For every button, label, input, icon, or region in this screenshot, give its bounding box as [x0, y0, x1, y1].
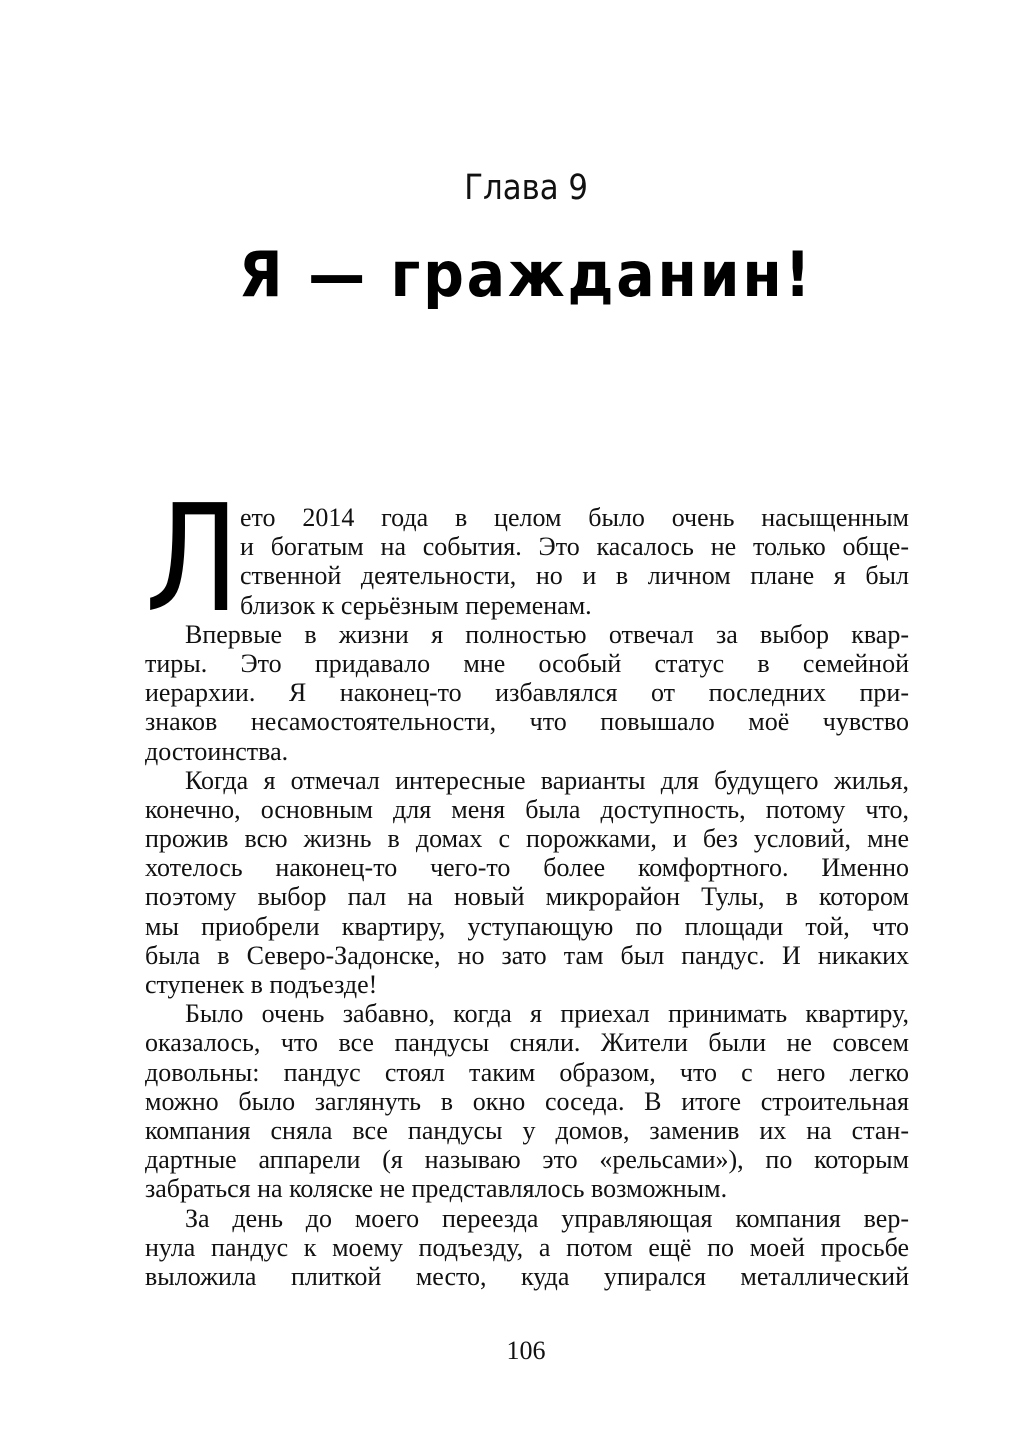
text-line: поэтому выбор пал на новый микрорайон Тулы, в котором: [145, 882, 909, 912]
text-line: нула пандус к моему подъезду, а потом ещё по моей просьбе: [145, 1232, 909, 1262]
text-line: выложила плиткой место, куда упирался металлический: [145, 1261, 909, 1291]
text-line: иерархии. Я наконец-то избавлялся от последних при-: [145, 678, 909, 708]
text-line: тиры. Это придавало мне особый статус в семейной: [145, 648, 909, 678]
text-line: достоинства.: [145, 736, 289, 766]
text-line: За день до моего переезда управляющая компания вер-: [185, 1203, 909, 1233]
text-line: Было очень забавно, когда я приехал принимать квартиру,: [185, 999, 909, 1029]
text-line: Впервые в жизни я полностью отвечал за выбор квар-: [185, 619, 909, 649]
paragraph: [145, 503, 909, 620]
page-number: 106: [506, 1336, 546, 1365]
text-line: ступенек в подъезде!: [145, 970, 378, 999]
text-line: дартные аппарели (я называю это «рельсами»), по которым: [145, 1145, 909, 1175]
text-line: компания сняла все пандусы у домов, заменив их на стан-: [145, 1115, 909, 1145]
paragraph: [145, 1204, 909, 1292]
text-line: можно было заглянуть в окно соседа. В итоге строительная: [145, 1086, 909, 1116]
chapter-label: Глава 9: [464, 168, 588, 208]
text-line: довольны: пандус стоял таким образом, что с него легко: [145, 1057, 909, 1087]
text-line: ственной деятельности, но и в личном плане я был: [240, 561, 909, 591]
text-line: мы приобрели квартиру, уступающую по площади той, что: [145, 911, 909, 941]
chapter-title: Я — гражданин!: [238, 238, 814, 311]
body-text: [145, 473, 909, 1291]
text-line: и богатым на события. Это касалось не только обще-: [240, 532, 909, 562]
text-line: забраться на коляске не представлялось возможным.: [145, 1174, 728, 1204]
text-line: была в Северо-Задонске, но зато там был пандус. И никаких: [145, 940, 909, 970]
text-line: прожив всю жизнь в домах с порожками, и без условий, мне: [145, 824, 909, 854]
paragraph: [145, 766, 909, 1000]
text-line: конечно, основным для меня была доступность, потому что,: [145, 794, 909, 824]
paragraph: [145, 620, 909, 766]
text-line: Когда я отмечал интересные варианты для будущего жилья,: [185, 765, 909, 795]
text-line: хотелось наконец-то чего-то более комфортного. Именно: [145, 853, 909, 883]
paragraph: [145, 999, 909, 1203]
drop-cap: Л: [145, 473, 240, 645]
text-line: ето 2014 года в целом было очень насыщенным: [240, 503, 909, 532]
text-line: близок к серьёзным переменам.: [240, 590, 592, 620]
text-line: знаков несамостоятельности, что повышало моё чувство: [145, 707, 909, 737]
text-line: оказалось, что все пандусы сняли. Жители были не совсем: [145, 1028, 909, 1058]
